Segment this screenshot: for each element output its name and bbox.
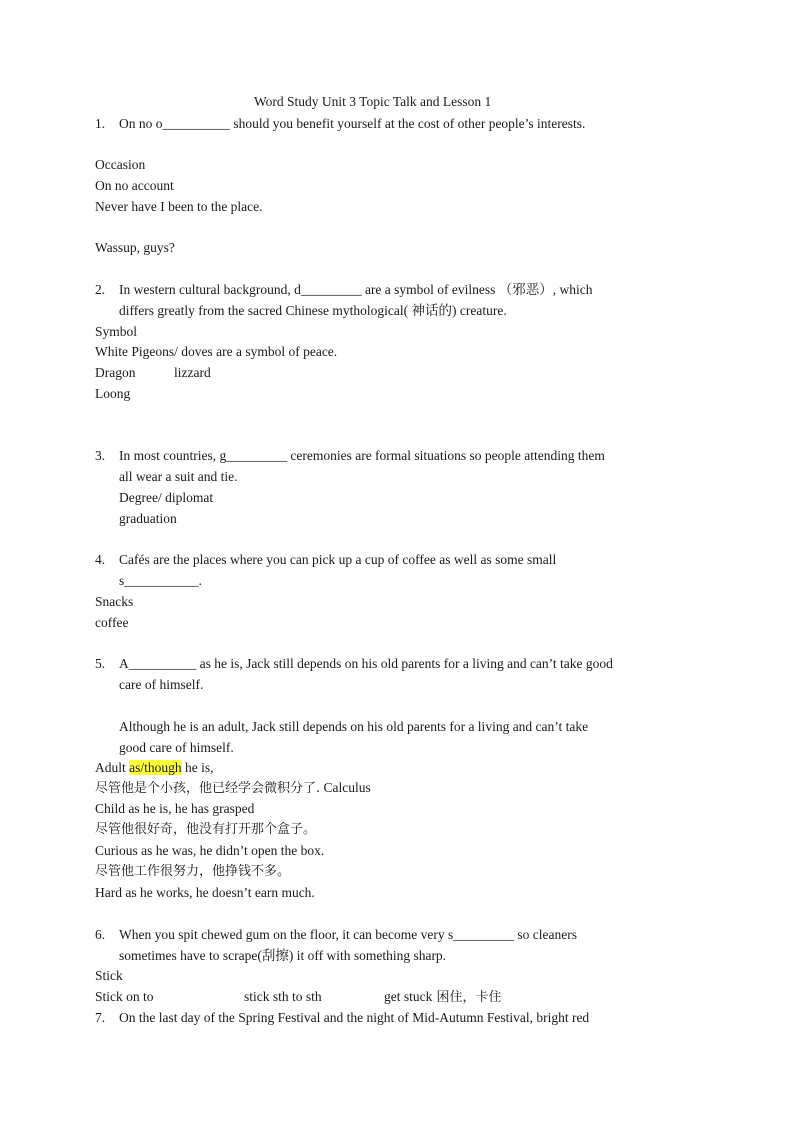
question-7 <box>95 1010 589 1026</box>
question-number: 7. <box>95 1010 106 1025</box>
note-line: graduation <box>119 511 177 526</box>
question-text-cont: care of himself. <box>119 677 204 692</box>
note-line <box>95 780 371 797</box>
question-6 <box>95 927 577 943</box>
question-number: 5. <box>95 656 106 671</box>
chinese-gloss: 困住，卡住 <box>432 990 502 1005</box>
note-line: Degree/ diplomat <box>119 490 214 505</box>
note-line: Wassup, guys? <box>95 240 175 255</box>
note-line <box>95 760 214 776</box>
question-text: In most countries, g_________ ceremonies are formal situations so people attending them <box>119 448 605 463</box>
note-line: Stick <box>95 968 123 983</box>
note-word: Calculus <box>320 780 371 795</box>
highlighted-text: as/though <box>129 760 182 775</box>
note-word: get stuck <box>384 989 433 1004</box>
note-line: Hard as he works, he doesn’t earn much. <box>95 885 315 900</box>
question-text-cont: s___________. <box>119 573 202 588</box>
note-line: Occasion <box>95 157 146 172</box>
question-4 <box>95 552 556 568</box>
note-line <box>384 989 502 1006</box>
note-line: coffee <box>95 615 129 630</box>
question-number: 1. <box>95 116 106 131</box>
question-text: In western cultural background, d_________ are a symbol of evilness （邪恶）, which <box>119 282 593 297</box>
note-line: Stick on to <box>95 989 154 1004</box>
question-2 <box>95 282 593 298</box>
question-number: 6. <box>95 927 106 942</box>
question-number: 3. <box>95 448 106 463</box>
question-text: On no o__________ should you benefit yourself at the cost of other people’s interests. <box>119 116 586 131</box>
question-number: 2. <box>95 282 106 297</box>
note-line: White Pigeons/ doves are a symbol of peace. <box>95 344 338 359</box>
note-line: Curious as he was, he didn’t open the box. <box>95 843 325 858</box>
page-title: Word Study Unit 3 Topic Talk and Lesson 1 <box>254 94 492 109</box>
note-line: Child as he is, he has grasped <box>95 801 255 816</box>
note-word: he is, <box>181 760 214 775</box>
note-word: Adult <box>95 760 126 775</box>
question-text: On the last day of the Spring Festival and the night of Mid-Autumn Festival, bright red <box>119 1010 590 1025</box>
note-line: Never have I been to the place. <box>95 199 263 214</box>
question-3 <box>95 448 605 464</box>
question-1 <box>95 116 585 132</box>
note-line: Symbol <box>95 324 138 339</box>
note-line: On no account <box>95 178 174 193</box>
question-text: When you spit chewed gum on the floor, it can become very s_________ so cleaners <box>119 927 577 942</box>
question-text-cont: sometimes have to scrape(刮擦) it off with something sharp. <box>119 948 447 963</box>
note-line: Snacks <box>95 594 134 609</box>
note-line: stick sth to sth <box>244 989 322 1004</box>
note-line: Dragon <box>95 365 136 380</box>
question-text-cont: good care of himself. <box>119 740 234 755</box>
chinese-sentence: 尽管他很好奇，他没有打开那个盒子。 <box>95 822 317 837</box>
question-number: 4. <box>95 552 106 567</box>
note-line: lizzard <box>174 365 211 380</box>
chinese-sentence: 尽管他是个小孩，他已经学会微积分了. <box>95 781 321 796</box>
question-text-cont: differs greatly from the sacred Chinese mythological( 神话的) creature. <box>119 303 507 318</box>
question-text-cont: Although he is an adult, Jack still depends on his old parents for a living and can’t take <box>119 719 589 734</box>
question-text-cont: all wear a suit and tie. <box>119 469 238 484</box>
note-line: Loong <box>95 386 131 401</box>
question-5 <box>95 656 613 672</box>
question-text: A__________ as he is, Jack still depends on his old parents for a living and can’t take good <box>119 656 613 671</box>
chinese-sentence: 尽管他工作很努力，他挣钱不多。 <box>95 864 291 879</box>
question-text: Cafés are the places where you can pick up a cup of coffee as well as some small <box>119 552 557 567</box>
